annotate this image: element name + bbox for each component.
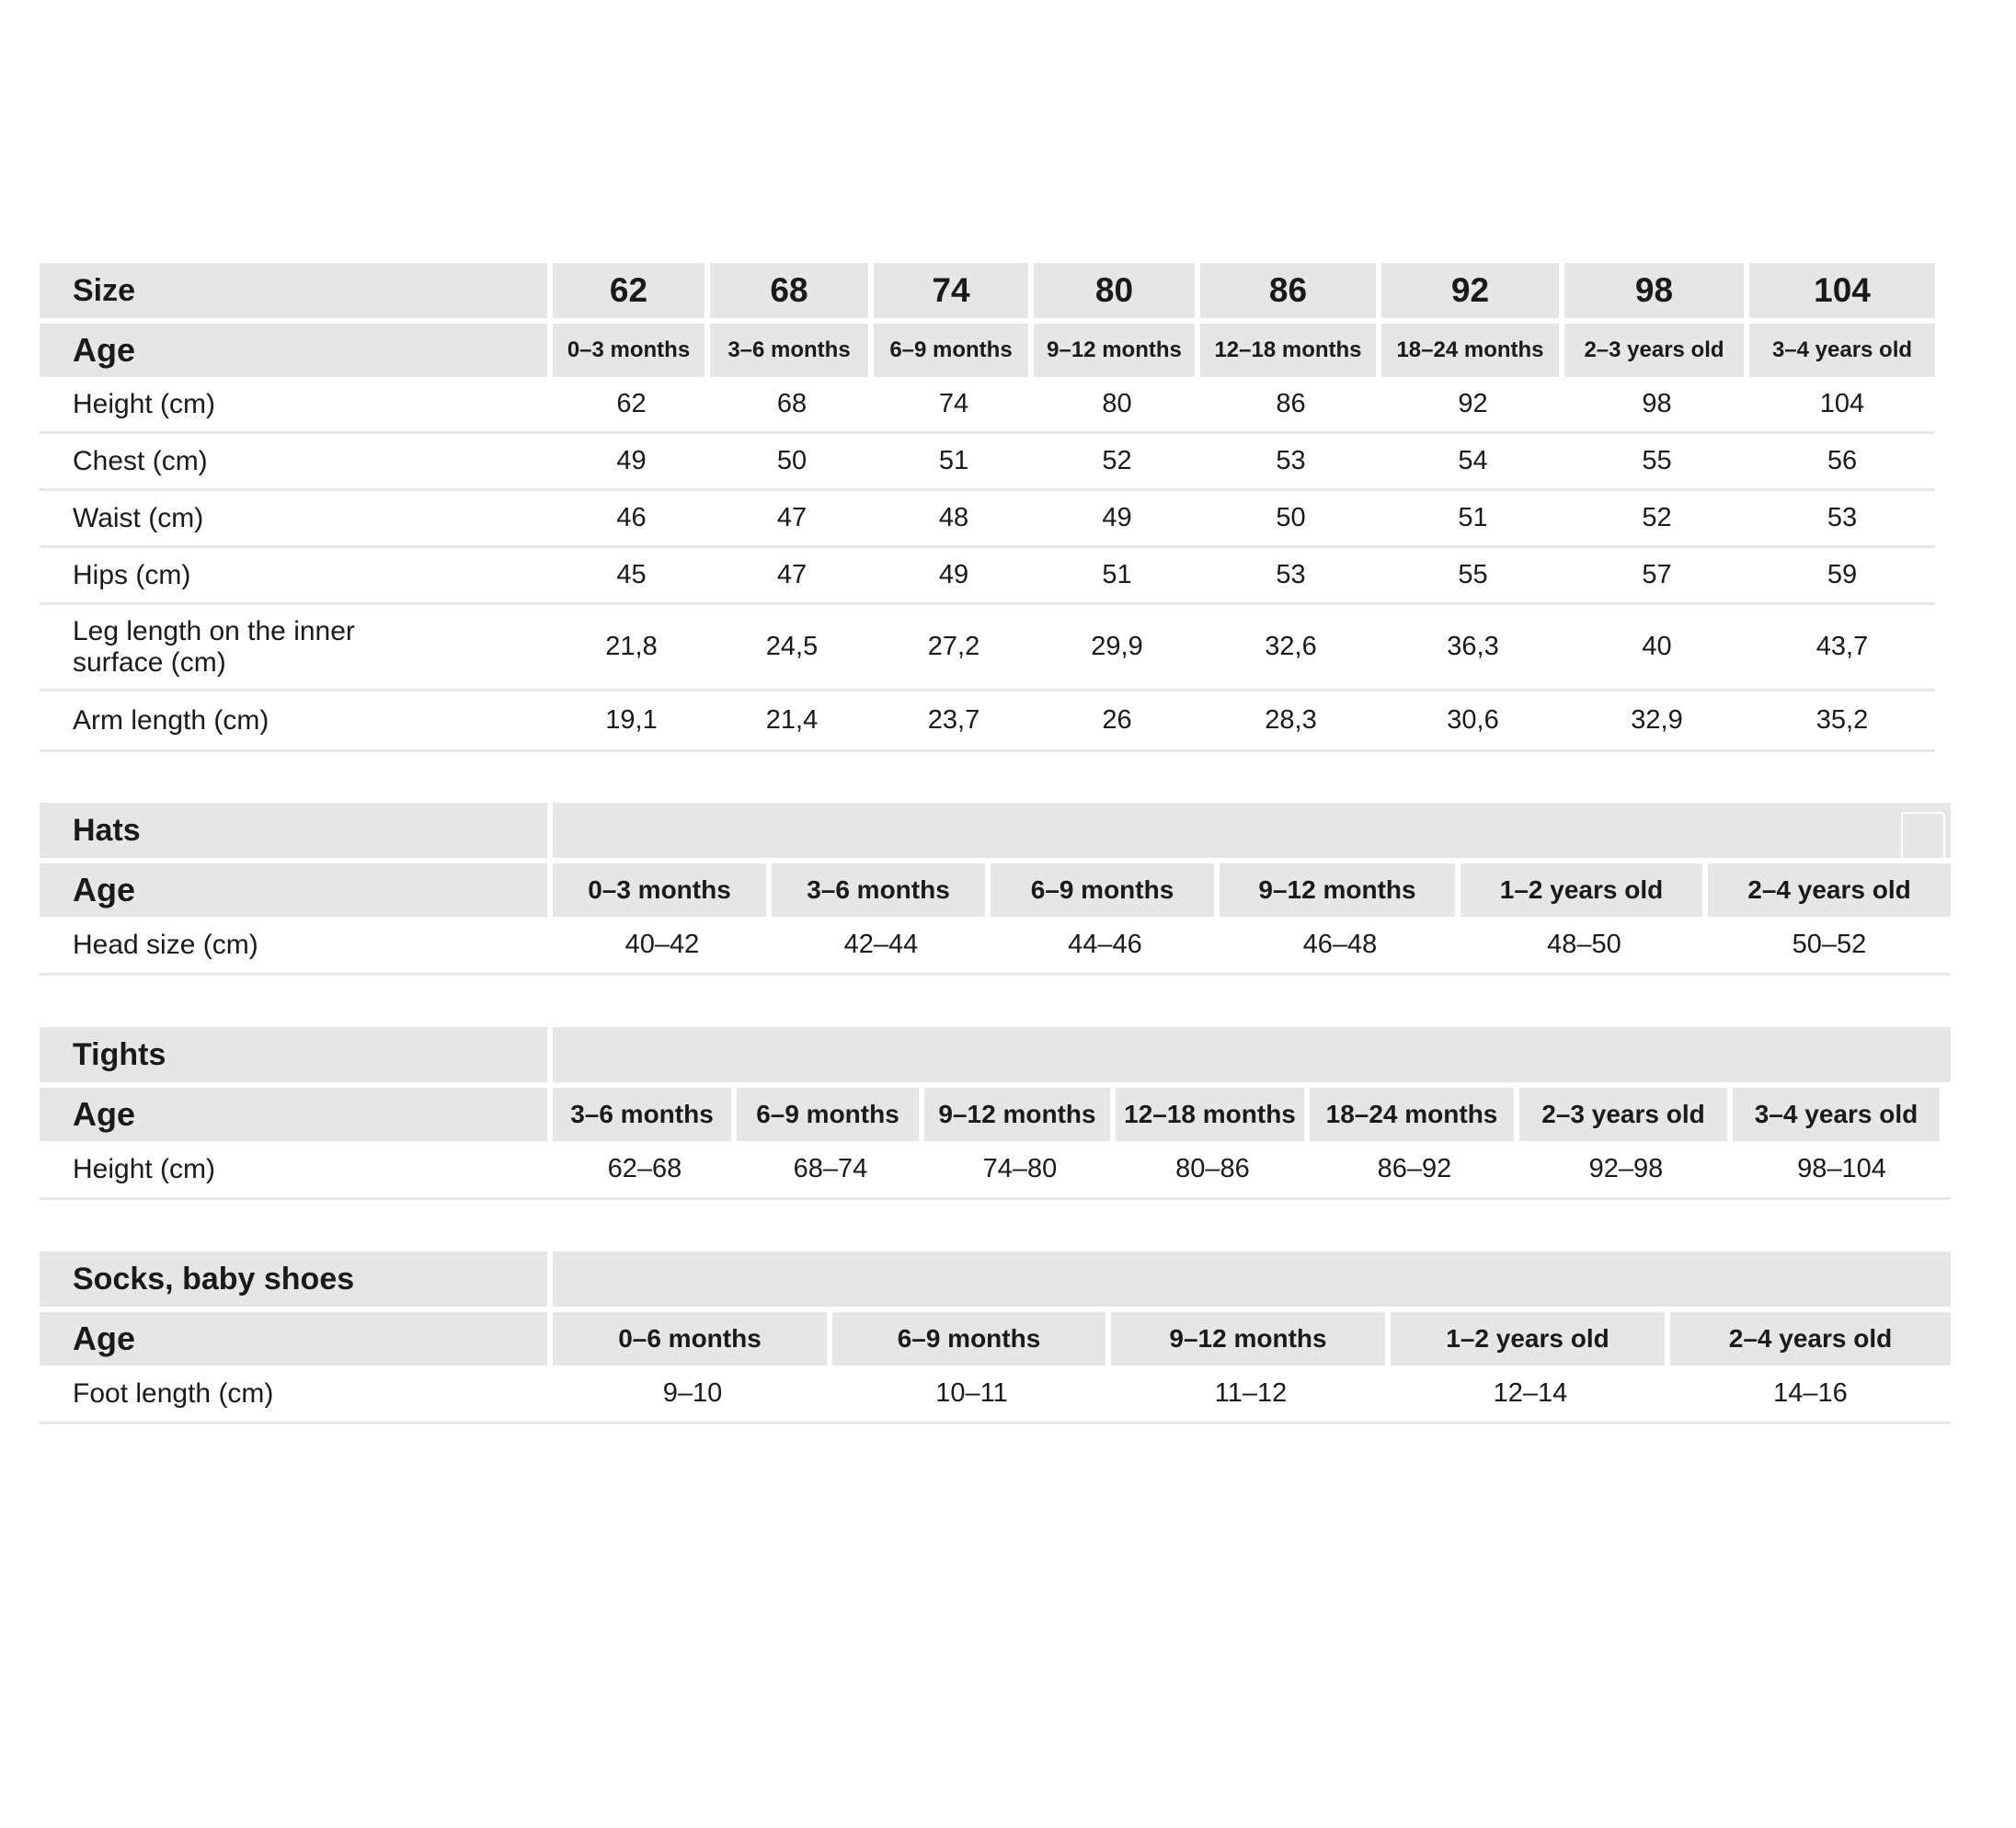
socks-data-grid [40, 1365, 1951, 1424]
table-cell: 47 [710, 548, 874, 605]
age-cell: 6–9 months [832, 1312, 1105, 1365]
age-cell: 9–12 months [1034, 324, 1195, 377]
table-cell: 62–68 [553, 1141, 737, 1200]
tights-age-grid [40, 1088, 1951, 1141]
row-label-head-size: Head size (cm) [40, 917, 553, 976]
age-cell: 1–2 years old [1460, 863, 1702, 917]
table-cell: 43,7 [1749, 605, 1935, 691]
size-value: 92 [1381, 263, 1559, 318]
row-label-height: Height (cm) [40, 1141, 553, 1200]
age-cell: 2–4 years old [1708, 863, 1951, 917]
table-cell: 36,3 [1381, 605, 1564, 691]
age-cell: 3–4 years old [1749, 324, 1935, 377]
hats-title: Hats [40, 803, 547, 858]
table-cell: 92–98 [1519, 1141, 1733, 1200]
table-cell: 11–12 [1111, 1365, 1391, 1424]
table-cell: 35,2 [1749, 691, 1935, 752]
table-cell: 74–80 [924, 1141, 1116, 1200]
table-cell: 49 [553, 434, 710, 491]
size-value: 68 [710, 263, 868, 318]
hats-header-fill [553, 803, 1951, 858]
main-size-table [40, 263, 1951, 752]
table-cell: 74 [874, 377, 1034, 434]
socks-header-fill [553, 1251, 1951, 1307]
table-cell: 28,3 [1200, 691, 1381, 752]
table-cell: 53 [1200, 548, 1381, 605]
size-value: 80 [1034, 263, 1195, 318]
table-cell: 12–14 [1391, 1365, 1670, 1424]
age-label: Age [40, 863, 547, 917]
hats-age-grid [40, 863, 1951, 917]
size-value: 74 [874, 263, 1028, 318]
socks-table [40, 1251, 1951, 1424]
age-cell: 0–3 months [553, 863, 766, 917]
table-cell: 51 [1034, 548, 1200, 605]
table-cell: 48 [874, 491, 1034, 548]
age-cell: 6–9 months [874, 324, 1028, 377]
table-cell: 52 [1034, 434, 1200, 491]
socks-header-grid [40, 1251, 1951, 1307]
table-cell: 51 [1381, 491, 1564, 548]
table-cell: 46 [553, 491, 710, 548]
table-cell: 92 [1381, 377, 1564, 434]
table-cell: 46–48 [1220, 917, 1460, 976]
age-cell: 12–18 months [1200, 324, 1376, 377]
table-cell: 55 [1381, 548, 1564, 605]
table-cell: 40–42 [553, 917, 772, 976]
hats-data-grid [40, 917, 1951, 976]
table-cell: 29,9 [1034, 605, 1200, 691]
age-cell: 2–4 years old [1670, 1312, 1951, 1365]
table-cell: 42–44 [772, 917, 991, 976]
tights-header-fill [553, 1027, 1951, 1082]
table-cell: 47 [710, 491, 874, 548]
age-cell: 6–9 months [991, 863, 1214, 917]
table-cell: 98–104 [1733, 1141, 1951, 1200]
age-label: Age [40, 324, 547, 377]
hats-table [40, 803, 1951, 976]
row-label-foot-length: Foot length (cm) [40, 1365, 553, 1424]
age-cell: 3–6 months [553, 1088, 731, 1141]
table-cell: 53 [1749, 491, 1935, 548]
table-cell: 86–92 [1310, 1141, 1519, 1200]
age-cell: 3–6 months [710, 324, 868, 377]
table-cell: 9–10 [553, 1365, 832, 1424]
age-cell: 6–9 months [737, 1088, 919, 1141]
table-cell: 53 [1200, 434, 1381, 491]
table-cell: 30,6 [1381, 691, 1564, 752]
table-cell: 55 [1564, 434, 1749, 491]
row-label-hips: Hips (cm) [40, 548, 553, 605]
main-data-grid [40, 377, 1951, 752]
age-cell: 12–18 months [1116, 1088, 1304, 1141]
row-label-waist: Waist (cm) [40, 491, 553, 548]
age-cell: 18–24 months [1381, 324, 1559, 377]
table-cell: 49 [1034, 491, 1200, 548]
tights-title: Tights [40, 1027, 547, 1082]
row-label-height: Height (cm) [40, 377, 553, 434]
table-cell: 80 [1034, 377, 1200, 434]
table-cell: 50 [1200, 491, 1381, 548]
table-cell: 45 [553, 548, 710, 605]
table-cell: 56 [1749, 434, 1935, 491]
age-cell: 9–12 months [1111, 1312, 1385, 1365]
table-cell: 51 [874, 434, 1034, 491]
table-cell: 54 [1381, 434, 1564, 491]
table-cell: 44–46 [991, 917, 1220, 976]
row-label-chest: Chest (cm) [40, 434, 553, 491]
age-cell: 1–2 years old [1391, 1312, 1665, 1365]
age-cell: 3–6 months [772, 863, 985, 917]
corner-box-icon [1901, 812, 1945, 863]
tights-header-grid [40, 1027, 1951, 1082]
table-cell: 21,4 [710, 691, 874, 752]
age-cell: 2–3 years old [1564, 324, 1744, 377]
row-label-leg-length: Leg length on the inner surface (cm) [40, 605, 553, 691]
table-cell: 26 [1034, 691, 1200, 752]
table-cell: 32,9 [1564, 691, 1749, 752]
table-cell: 104 [1749, 377, 1935, 434]
hats-header-grid [40, 803, 1951, 858]
table-cell: 32,6 [1200, 605, 1381, 691]
table-cell: 48–50 [1460, 917, 1708, 976]
age-cell: 9–12 months [1220, 863, 1455, 917]
table-cell: 59 [1749, 548, 1935, 605]
age-cell: 0–6 months [553, 1312, 827, 1365]
table-cell: 21,8 [553, 605, 710, 691]
age-cell: 3–4 years old [1733, 1088, 1940, 1141]
table-cell: 86 [1200, 377, 1381, 434]
age-label: Age [40, 1312, 547, 1365]
socks-title: Socks, baby shoes [40, 1251, 547, 1307]
table-cell: 57 [1564, 548, 1749, 605]
table-cell: 50 [710, 434, 874, 491]
table-cell: 80–86 [1116, 1141, 1310, 1200]
age-cell: 0–3 months [553, 324, 704, 377]
table-cell: 24,5 [710, 605, 874, 691]
size-header-label: Size [40, 263, 547, 318]
socks-age-grid [40, 1312, 1951, 1365]
tights-table [40, 1027, 1951, 1200]
table-cell: 68–74 [737, 1141, 924, 1200]
age-label: Age [40, 1088, 547, 1141]
age-cell: 18–24 months [1310, 1088, 1514, 1141]
table-cell: 98 [1564, 377, 1749, 434]
table-cell: 27,2 [874, 605, 1034, 691]
size-value: 62 [553, 263, 704, 318]
table-cell: 40 [1564, 605, 1749, 691]
table-cell: 23,7 [874, 691, 1034, 752]
age-cell: 9–12 months [924, 1088, 1110, 1141]
table-cell: 68 [710, 377, 874, 434]
table-cell: 50–52 [1708, 917, 1951, 976]
table-cell: 52 [1564, 491, 1749, 548]
table-cell: 49 [874, 548, 1034, 605]
age-cell: 2–3 years old [1519, 1088, 1727, 1141]
table-cell: 10–11 [832, 1365, 1111, 1424]
size-value: 98 [1564, 263, 1744, 318]
table-cell: 62 [553, 377, 710, 434]
main-size-grid [40, 263, 1951, 377]
tights-data-grid [40, 1141, 1951, 1200]
table-cell: 19,1 [553, 691, 710, 752]
row-label-arm-length: Arm length (cm) [40, 691, 553, 752]
size-value: 104 [1749, 263, 1935, 318]
table-cell: 14–16 [1670, 1365, 1951, 1424]
size-value: 86 [1200, 263, 1376, 318]
